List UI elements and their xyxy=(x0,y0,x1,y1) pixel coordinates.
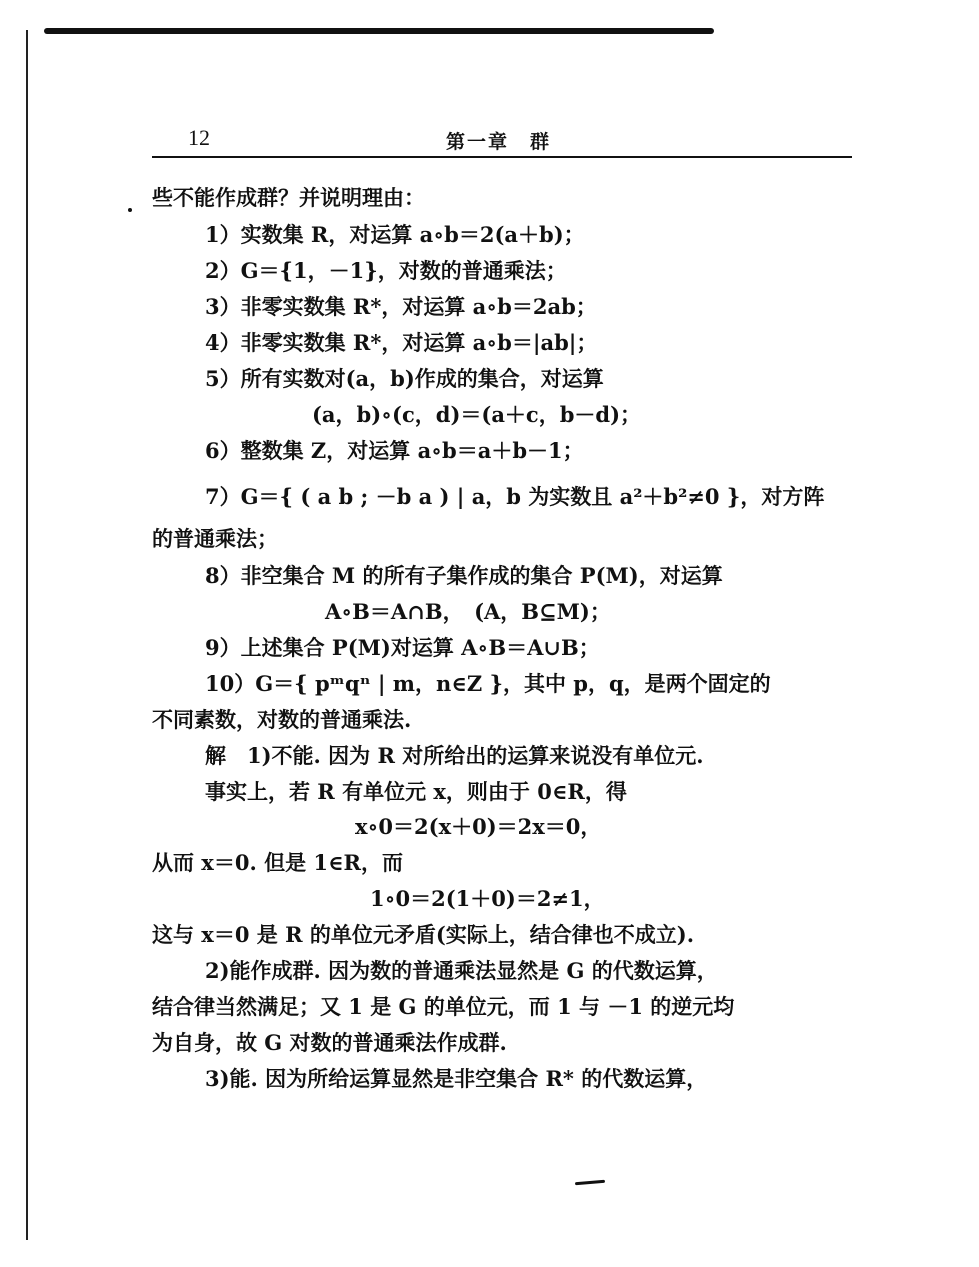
top-scan-line xyxy=(44,28,714,34)
text-line: 些不能作成群？并说明理由： xyxy=(152,185,425,210)
text-line: 10）G＝{ pᵐqⁿ | m，n∈Z }，其中 p，q，是两个固定的 xyxy=(205,671,771,696)
text-line: 1∘0＝2(1＋0)＝2≠1， xyxy=(370,886,605,911)
text-line: 3）非零实数集 R*，对运算 a∘b＝2ab； xyxy=(205,294,597,319)
text-line: 3)能. 因为所给运算显然是非空集合 R* 的代数运算， xyxy=(205,1066,708,1091)
text-line: 解 1)不能. 因为 R 对所给出的运算来说没有单位元. xyxy=(205,743,704,768)
text-line: 这与 x＝0 是 R 的单位元矛盾(实际上，结合律也不成立). xyxy=(152,922,695,947)
text-line: 从而 x＝0. 但是 1∈R，而 xyxy=(152,850,403,875)
text-line: 2)能作成群. 因为数的普通乘法显然是 G 的代数运算， xyxy=(205,958,718,983)
page-edge-line xyxy=(26,30,28,1240)
text-line: A∘B＝A∩B， (A，B⊆M)； xyxy=(325,599,611,624)
running-header xyxy=(152,125,852,157)
text-line: 事实上，若 R 有单位元 x，则由于 0∈R，得 xyxy=(205,779,627,804)
scan-mark xyxy=(575,1180,605,1186)
text-line: 2）G＝{1，－1}，对数的普通乘法； xyxy=(205,258,567,283)
margin-dot xyxy=(128,208,132,212)
text-line: 1）实数集 R，对运算 a∘b＝2(a＋b)； xyxy=(205,222,585,247)
text-line: 8）非空集合 M 的所有子集作成的集合 P(M)，对运算 xyxy=(205,563,723,588)
text-line: 结合律当然满足；又 1 是 G 的单位元，而 1 与 －1 的逆元均 xyxy=(152,994,735,1019)
text-line: x∘0＝2(x＋0)＝2x＝0， xyxy=(355,814,602,839)
header-divider xyxy=(152,156,852,158)
page-number: 12 xyxy=(188,125,210,150)
text-line: 不同素数，对数的普通乘法. xyxy=(152,707,412,732)
text-line: 6）整数集 Z，对运算 a∘b＝a＋b－1； xyxy=(205,438,584,463)
chapter-title: 第一章 群 xyxy=(446,131,552,153)
text-line: 的普通乘法； xyxy=(152,526,278,551)
text-line: 4）非零实数集 R*，对运算 a∘b＝|ab|； xyxy=(205,330,598,355)
text-line: 7）G＝{ ( a b ; －b a ) | a，b 为实数且 a²＋b²≠0 }，对方阵 xyxy=(205,484,825,509)
text-line: 5）所有实数对(a，b)作成的集合，对运算 xyxy=(205,366,604,391)
text-line: 9）上述集合 P(M)对运算 A∘B＝A∪B； xyxy=(205,635,600,660)
text-line: 为自身，故 G 对数的普通乘法作成群. xyxy=(152,1030,507,1055)
text-line: (a，b)∘(c，d)＝(a＋c，b－d)； xyxy=(312,402,642,427)
